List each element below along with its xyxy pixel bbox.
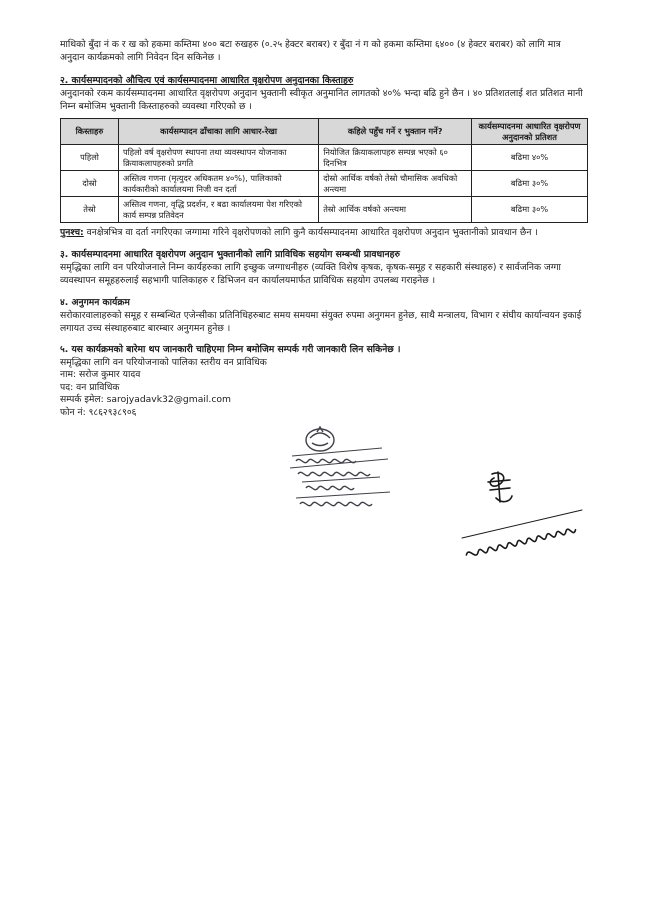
section-4 — [60, 296, 588, 335]
cell-baseline: अस्तित्व गणना, वृद्धि प्रदर्शन, र बढा कार्यालयमा पेश गरिएको कार्य सम्पन्न प्रतिवेदन — [118, 197, 318, 223]
cell-installment: तेस्रो — [61, 197, 119, 223]
col-header-baseline: कार्यसम्पादन ढाँचाका लागि आधार-रेखा — [118, 119, 318, 145]
cell-percent: बढिमा ४०% — [472, 145, 588, 171]
cell-percent: बढिमा ३०% — [472, 197, 588, 223]
col-header-installment: किस्ताहरु — [61, 119, 119, 145]
col-header-when: कहिले पहुँच गर्ने र भुक्तान गर्ने? — [319, 119, 472, 145]
footnote — [60, 226, 588, 239]
section-4-heading: ४. अनुगमन कार्यक्रम — [60, 297, 130, 308]
cell-when: नियोजित क्रियाकलापहरु सम्पन्न भएको ६० दिनभित्र — [319, 145, 472, 171]
cell-percent: बढिमा ३०% — [472, 171, 588, 197]
cell-installment: दोस्रो — [61, 171, 119, 197]
intro-paragraph: माथिको बुँदा नं क र ख को हकमा कम्तिमा ४०० बटा रुखहरु (०.२५ हेक्टर बराबर) र बुँदा नं ग को हकमा कम्तिमा ६४०० (४ हेक्टर बराबर) को लागि मात्र अनुदान कार्यक्रमको लागि निवेदन दिन सकिनेछ । — [60, 39, 561, 63]
contact-designation: पद: वन प्राविधिक — [60, 381, 120, 393]
section-2-heading: २. कार्यसम्पादनको औचित्य एवं कार्यसम्पादनमा आधारित वृक्षरोपण अनुदानका किस्ताहरु — [60, 75, 354, 86]
section-3-heading: ३. कार्यसम्पादनमा आधारित वृक्षरोपण अनुदान भुक्तानीको लागि प्राविधिक सहयोग सम्बन्धी प्रावधानहरु — [60, 249, 401, 260]
section-2 — [60, 74, 588, 239]
contact-project-line: समृद्धिका लागि वन परियोजनाको पालिका स्तरीय वन प्राविधिक — [60, 356, 267, 368]
section-5 — [60, 344, 588, 419]
section-2-body: अनुदानको रकम कार्यसम्पादनमा आधारित वृक्षरोपण अनुदान भुक्तानी स्वीकृत अनुमानित लागतको ४०% भन्दा बढि हुने छैन । ४० प्रतिशतलाई शत प्रतिशत मानी निम्न बमोजिम भुक्तानी किस्ताहरुको व्यवस्था गरिएको छ । — [60, 88, 583, 112]
cell-when: दोस्रो आर्थिक वर्षको तेस्रो चौमासिक अवधिको अन्त्यमा — [319, 171, 472, 197]
footnote-text: वनक्षेत्रभित्र वा दर्ता नगरिएका जग्गामा गरिने वृक्षरोपणको लागि कुनै कार्यसम्पादनमा आधारित वृक्षरोपण अनुदान भुक्तानीको प्रावधान छैन । — [83, 227, 538, 238]
table-row — [61, 171, 588, 197]
contact-name: नाम: सरोज कुमार यादव — [60, 369, 141, 380]
section-3 — [60, 248, 588, 287]
cell-when: तेस्रो आर्थिक वर्षको अन्त्यमा — [319, 197, 472, 223]
table-row — [61, 197, 588, 223]
section-4-body: सरोकारवालाहरुको समूह र सम्बन्धित एजेन्सीका प्रतिनिधिहरुबाट समय समयमा संयुक्त रुपमा अनुगमन हुनेछ, साथै मन्त्रालय, विभाग र संघीय कार्यान्वयन इकाई लगायत उच्च संस्थाहरुबाट बारम्बार अनुगमन हुनेछ । — [60, 310, 582, 334]
contact-phone: फोन नं: ९८६२९३८९०६ — [60, 406, 137, 418]
signature — [452, 468, 602, 558]
table-row — [61, 145, 588, 171]
cell-baseline: अस्तित्व गणना (मृत्युदर अधिकतम ४०%), पालिकाको कार्यकारीको कार्यालयमा निजी वन दर्ता — [118, 171, 318, 197]
footnote-label: पुनश्च: — [60, 227, 84, 238]
contact-email: सम्पर्क इमेल: sarojyadavk32@gmail.com — [60, 394, 231, 405]
office-stamp — [262, 416, 412, 526]
section-5-heading: ५. यस कार्यक्रमको बारेमा थप जानकारी चाहिएमा निम्न बमोजिम सम्पर्क गरी जानकारी लिन सकिनेछ । — [60, 344, 401, 355]
table-header-row — [61, 119, 588, 145]
installment-table — [60, 118, 588, 223]
cell-baseline: पहिलो वर्ष वृक्षरोपण स्थापना तथा व्यवस्थापन योजनाका क्रियाकलापहरुको प्रगति — [118, 145, 318, 171]
col-header-percent: कार्यसम्पादनमा आधारित वृक्षरोपण अनुदानको प्रतिशत — [472, 119, 588, 145]
cell-installment: पहिलो — [61, 145, 119, 171]
section-3-body: समृद्धिका लागि वन परियोजनाले निम्न कार्यहरुका लागि इच्छुक जग्गाधनीहरु (व्यक्ति विशेष कृषक, कृषक-समूह र सहकारी संस्थाहरु) र सार्वजनिक जग्गा व्यवस्थापन समूहहरुलाई सहभागी पालिकाहरु र डिभिजन वन कार्यालयमार्फत प्राविधिक सहयोग उपलब्ध गराइनेछ । — [60, 262, 561, 286]
